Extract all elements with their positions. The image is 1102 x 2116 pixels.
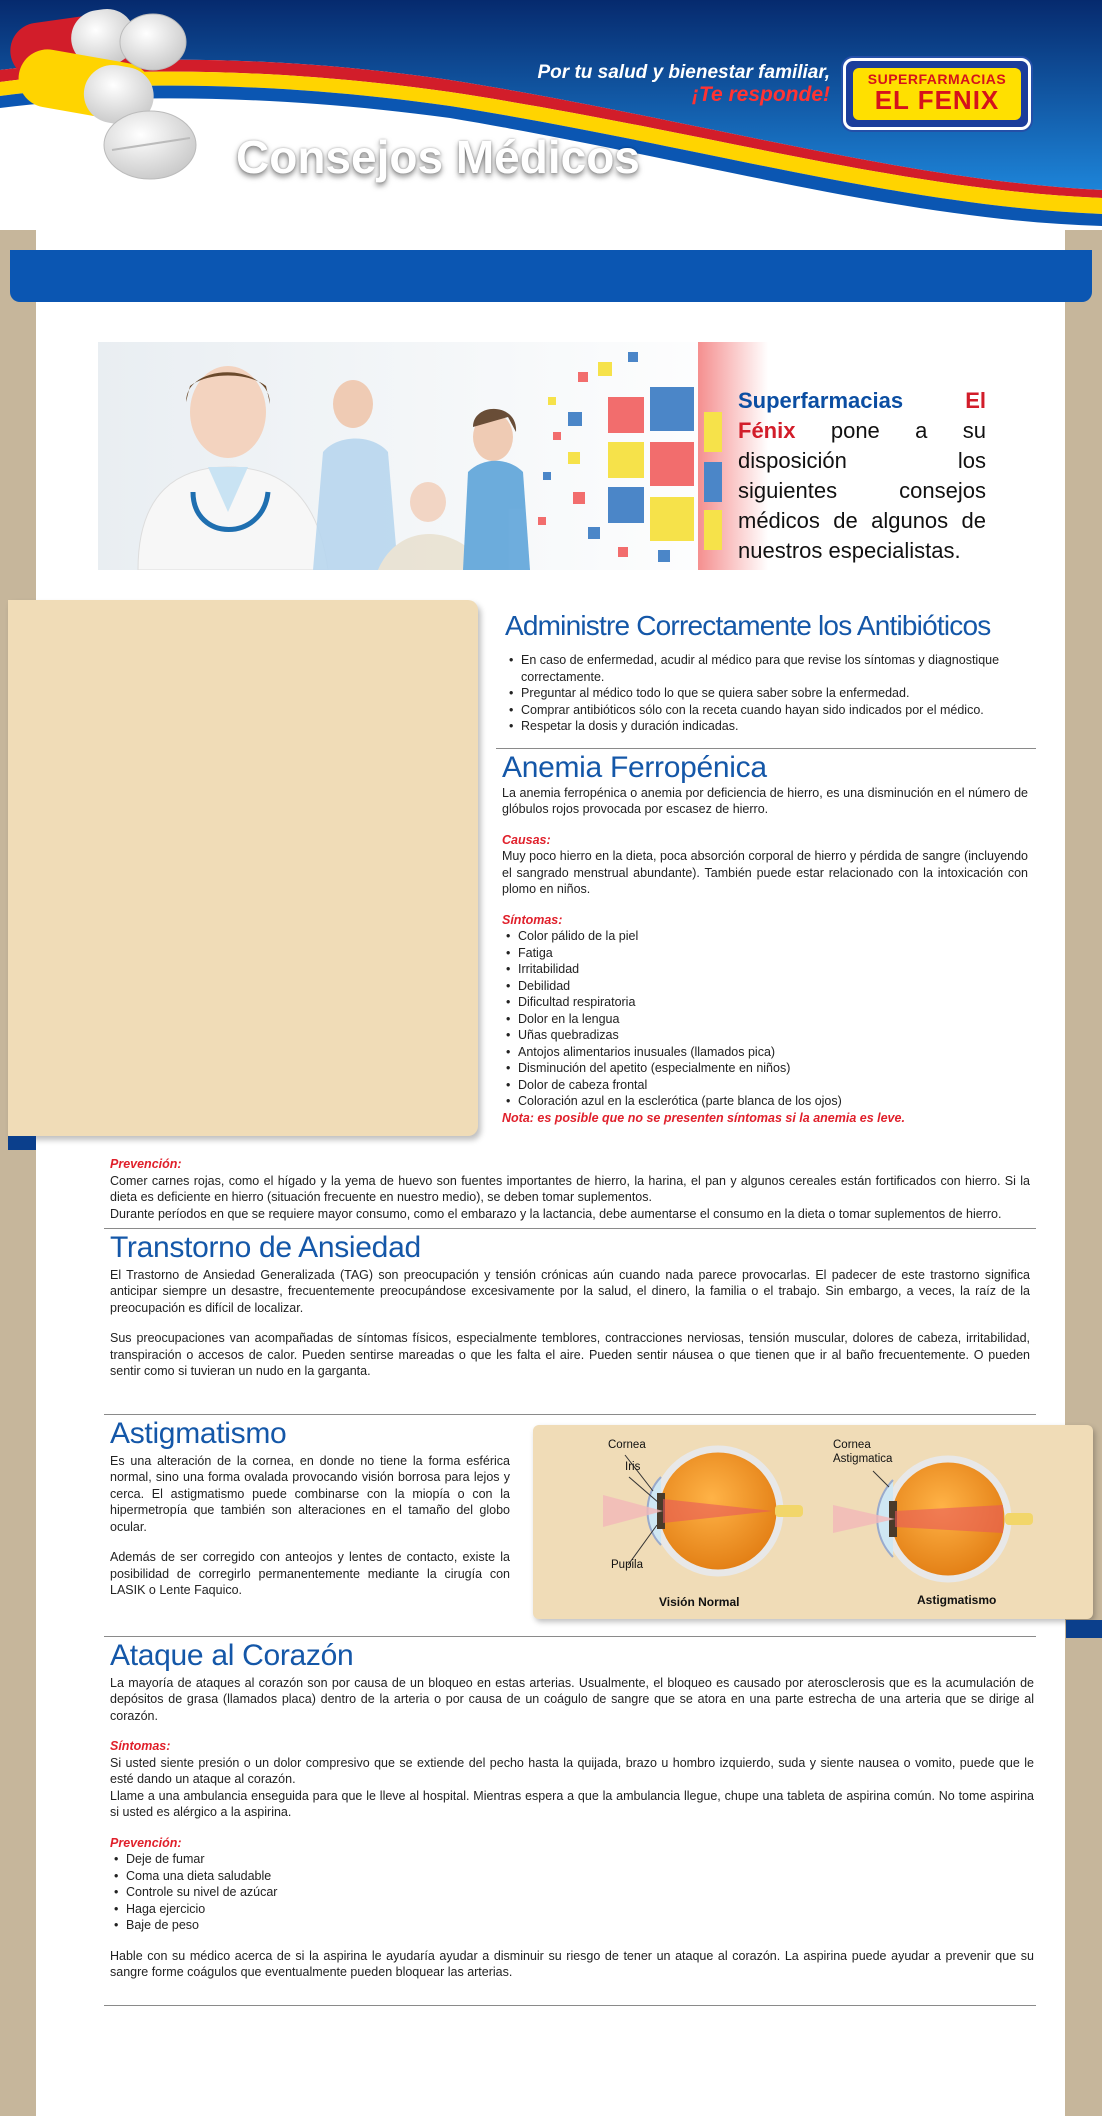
anemia-title: Anemia Ferropénica xyxy=(502,751,767,784)
hero-brand2: El Fénix xyxy=(738,388,986,443)
section-ansiedad xyxy=(110,1231,1030,1380)
tagline-line1: Por tu salud y bienestar familiar, xyxy=(537,62,830,83)
ansiedad-p1: El Trastorno de Ansiedad Generalizada (TAG) son preocupación y tensión crónicas aún cuando nada parece provocarlas. El padecer de este trastorno significa anticipar siempre un desastre, frecuentemente preocupándose excesivamente por la salud, el dinero, la familia o el trabajo. Sin embargo, a veces, la raíz de la preocupación es difícil de localizar. xyxy=(110,1267,1030,1315)
corazon-sintomas-label: Síntomas: xyxy=(110,1739,171,1753)
separator xyxy=(104,1228,1036,1229)
hero-banner xyxy=(98,342,988,570)
astigmatic-eye-illustration xyxy=(833,1459,1033,1579)
list-item: • En caso de enfermedad, acudir al médico para que revise los síntomas y diagnostique correctamente. xyxy=(505,652,1035,685)
list-item: • Debilidad xyxy=(502,978,1028,995)
logo-line1: SUPERFARMACIAS xyxy=(867,71,1007,87)
astigmatismo-p2: Además de ser corregido con anteojos y lentes de contacto, existe la posibilidad de corregirlo permanentemente mediante la cirugía con LASIK o Lente Faquico. xyxy=(110,1550,510,1597)
hero-description: pone a su disposición los siguientes consejos médicos de algunos de nuestros especialistas. xyxy=(738,418,986,563)
list-item: • Controle su nivel de azúcar xyxy=(110,1884,1034,1901)
label-cornea-astigmatica-2: Astigmatica xyxy=(833,1453,893,1465)
anemia-intro: La anemia ferropénica o anemia por deficiencia de hierro, es una disminución en el número de glóbulos rojos provocada por escasez de hierro. xyxy=(502,785,1028,816)
tan-panel-tail xyxy=(8,1136,36,1150)
eye-diagram-panel xyxy=(533,1425,1093,1619)
corazon-cierre: Hable con su médico acerca de si la aspirina le ayudaría ayudar a disminuir su riesgo de tener un ataque al corazón. La aspirina puede ayudar a prevenir que su sangre forme coágulos que eventualmente pueden bloquear las arterias. xyxy=(110,1948,1034,1979)
list-item: • Fatiga xyxy=(502,945,1028,962)
eye-diagram xyxy=(533,1425,1093,1619)
list-item: • Coloración azul en la esclerótica (parte blanca de los ojos) xyxy=(502,1093,1028,1110)
tan-side-panel xyxy=(8,600,478,1136)
astigmatismo-p1: Es una alteración de la cornea, en donde no tiene la forma esférica normal, sino una forma ovalada provocando visión borrosa para lejos y cerca. El astigmatismo puede combinarse con la miopía o con la hipermetropía que también son alteraciones en el tamaño del globo ocular. xyxy=(110,1453,510,1534)
caption-astigmatismo: Astigmatismo xyxy=(917,1593,997,1607)
header-banner xyxy=(0,0,1102,230)
anemia-nota: Nota: es posible que no se presenten síntomas si la anemia es leve. xyxy=(502,1110,905,1125)
separator xyxy=(496,748,1036,749)
anemia-causas-label: Causas: xyxy=(502,832,551,847)
hero-text xyxy=(738,386,986,566)
section-antibioticos xyxy=(505,610,1035,735)
brand-logo[interactable] xyxy=(843,58,1031,130)
list-item: • Disminución del apetito (especialmente en niños) xyxy=(502,1060,1028,1077)
list-item: • Respetar la dosis y duración indicadas. xyxy=(505,718,1035,735)
list-item: • Comprar antibióticos sólo con la receta cuando hayan sido indicados por el médico. xyxy=(505,702,1035,719)
anemia-prevencion-1: Comer carnes rojas, como el hígado y la yema de huevo son fuentes importantes de hierro, la harina, el pan y algunos cereales están fortificados con hierro. Si la dieta es deficiente en hierro (situación frecuente en nuestro medio), se deben tomar suplementos. xyxy=(110,1173,1030,1204)
section-corazon xyxy=(110,1639,1034,1981)
list-item: • Baje de peso xyxy=(110,1917,1034,1934)
corazon-sintomas-2: Llame a una ambulancia enseguida para que le lleve al hospital. Mientras espera a que la ambulancia llegue, chupe una tableta de aspirina común. No tome aspirina si usted es alérgico a la aspirina. xyxy=(110,1788,1034,1819)
corazon-intro: La mayoría de ataques al corazón son por causa de un bloqueo en estas arterias. Usualmente, el bloqueo es causado por aterosclerosis que es la acumulación de depósitos de grasa (llamados placa) dentro de la arteria o por causa de un coágulo de sangre que se atora en una parte estrecha de una arteria que se dirige al corazón. xyxy=(110,1675,1034,1723)
antibioticos-title: Administre Correctamente los Antibióticos xyxy=(505,610,991,641)
logo-line2: EL FENIX xyxy=(874,85,1000,115)
label-cornea-astigmatica-1: Cornea xyxy=(833,1439,871,1451)
anemia-prevencion-2: Durante períodos en que se requiere mayor consumo, como el embarazo y la lactancia, debe aumentarse el consumo en la dieta o tomar suplementos de hierro. xyxy=(110,1206,1002,1221)
right-margin xyxy=(1066,0,1102,2116)
separator xyxy=(104,1636,1036,1637)
separator xyxy=(104,1414,1036,1415)
list-item: • Antojos alimentarios inusuales (llamados pica) xyxy=(502,1044,1028,1061)
label-iris: Iris xyxy=(625,1461,641,1473)
antibioticos-list xyxy=(505,652,1035,735)
list-item: • Dificultad respiratoria xyxy=(502,994,1028,1011)
corazon-prevencion-label: Prevención: xyxy=(110,1835,182,1850)
list-item: • Dolor de cabeza frontal xyxy=(502,1077,1028,1094)
anemia-causas: Muy poco hierro en la dieta, poca absorción corporal de hierro y pérdida de sangre (incluyendo el sangrado menstrual abundante). También puede estar relacionado con la intoxicación con plomo en niños. xyxy=(502,849,1028,896)
anemia-prevencion xyxy=(110,1156,1030,1222)
section-astigmatismo xyxy=(110,1417,510,1599)
list-item: • Color pálido de la piel xyxy=(502,928,1028,945)
tagline xyxy=(538,62,831,106)
list-item: • Coma una dieta saludable xyxy=(110,1868,1034,1885)
page-title: Consejos Médicos xyxy=(236,131,640,183)
list-item: • Deje de fumar xyxy=(110,1851,1034,1868)
hero-brand1: Superfarmacias xyxy=(738,388,904,413)
ansiedad-title: Transtorno de Ansiedad xyxy=(110,1231,421,1264)
list-item: • Preguntar al médico todo lo que se quiera saber sobre la enfermedad. xyxy=(505,685,1035,702)
anemia-prevencion-label: Prevención: xyxy=(110,1157,182,1171)
blue-divider-bar xyxy=(10,250,1092,302)
list-item: • Uñas quebradizas xyxy=(502,1027,1028,1044)
ansiedad-p2: Sus preocupaciones van acompañadas de síntomas físicos, especialmente temblores, contracciones nerviosas, tensión muscular, dolores de cabeza, irritabilidad, transpiración o accesos de calor. Pueden sentirse mareadas o que les falta el aire. Pueden sentir náusea o que tienen que ir al baño frecuentemente. O pueden sentir como si tuvieran un nudo en la garganta. xyxy=(110,1331,1030,1378)
label-cornea: Cornea xyxy=(608,1439,646,1451)
anemia-sintomas-list xyxy=(502,928,1028,1110)
astigmatismo-title: Astigmatismo xyxy=(110,1417,287,1450)
anemia-sintomas-label: Síntomas: xyxy=(502,912,563,927)
corazon-prevencion-list xyxy=(110,1851,1034,1934)
tagline-line2: ¡Te responde! xyxy=(691,83,830,106)
list-item: • Irritabilidad xyxy=(502,961,1028,978)
separator xyxy=(104,2005,1036,2006)
blue-tab-right xyxy=(1066,1620,1102,1638)
list-item: • Dolor en la lengua xyxy=(502,1011,1028,1028)
corazon-sintomas-1: Si usted siente presión o un dolor compresivo que se extiende del pecho hasta la quijada, brazo u hombro izquierdo, suda y siente nausea o vomito, puede que le esté dando un ataque al corazón. xyxy=(110,1755,1034,1786)
corazon-title: Ataque al Corazón xyxy=(110,1639,354,1672)
list-item: • Haga ejercicio xyxy=(110,1901,1034,1918)
section-anemia xyxy=(502,751,1028,1126)
caption-vision-normal: Visión Normal xyxy=(659,1595,740,1609)
label-pupila: Pupila xyxy=(611,1559,643,1571)
